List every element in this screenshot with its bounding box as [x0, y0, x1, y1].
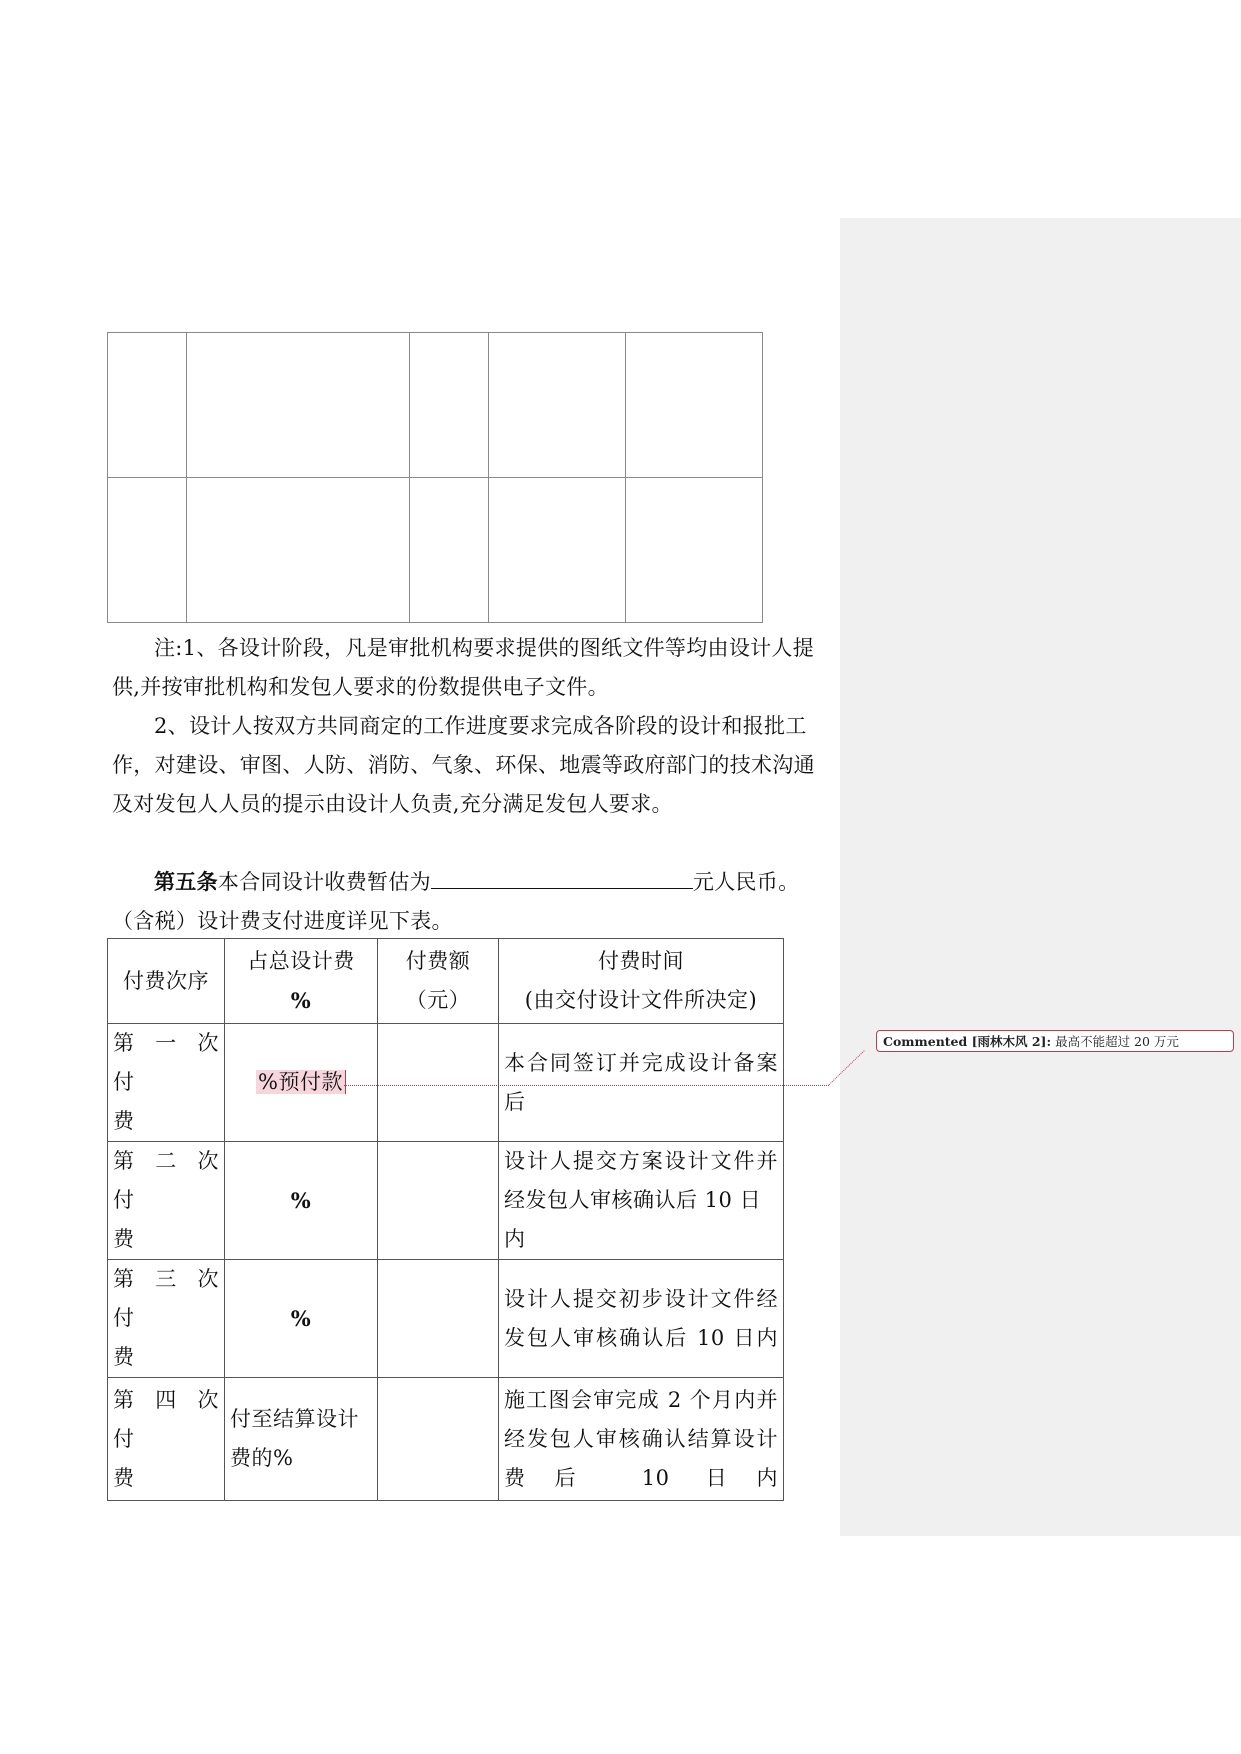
header-percent[interactable]	[225, 939, 378, 1024]
note1-line1: 注:1、各设计阶段，凡是审批机构要求提供的图纸文件等均由设计人提	[154, 636, 815, 660]
note2-line1: 2、设计人按双方共同商定的工作进度要求完成各阶段的设计和报批工	[154, 714, 807, 738]
comment-balloon[interactable]	[876, 1030, 1234, 1052]
row1-time[interactable]	[499, 1024, 784, 1142]
table-cell[interactable]	[626, 478, 763, 623]
row2-order-line2: 费	[113, 1227, 135, 1251]
table-row	[108, 478, 763, 623]
table-cell[interactable]	[187, 478, 410, 623]
comment-text: 最高不能超过 20 万元	[1055, 1034, 1179, 1049]
header-order[interactable]	[108, 939, 225, 1024]
table-header-row	[108, 939, 784, 1024]
comment-author: Commented [雨林木风 2]:	[883, 1034, 1052, 1049]
note1-line2: 供,并按审批机构和发包人要求的份数提供电子文件。	[112, 675, 609, 699]
row2-order[interactable]	[108, 1142, 225, 1260]
row4-order-line2: 费	[113, 1465, 135, 1490]
row3-order-line2: 费	[113, 1345, 135, 1369]
article-text-before: 本合同设计收费暂估为	[217, 870, 431, 894]
comment-connector-line	[344, 1085, 829, 1086]
row1-order-line2: 费	[113, 1109, 135, 1133]
header-amount-line1: 付费额	[405, 949, 471, 973]
note2-line2: 作，对建设、审图、人防、消防、气象、环保、地震等政府部门的技术沟通	[112, 753, 815, 777]
row4-percent-line2: 费的%	[230, 1446, 294, 1470]
table-row	[108, 1024, 784, 1142]
row3-time-line1: 设计人提交初步设计文件经	[504, 1286, 778, 1311]
row4-percent-line1: 付至结算设计	[230, 1407, 359, 1431]
table-cell[interactable]	[410, 333, 489, 478]
article-heading: 第五条	[154, 869, 218, 894]
row3-time-line2: 发包人审核确认后 10 日内	[504, 1325, 778, 1350]
header-time[interactable]	[499, 939, 784, 1024]
fee-blank-field[interactable]	[431, 864, 693, 889]
header-percent-line2: %	[290, 987, 312, 1013]
row1-percent[interactable]	[225, 1024, 378, 1142]
row4-time[interactable]	[499, 1378, 784, 1501]
row4-time-line3: 费后 10 日内	[504, 1465, 778, 1490]
article-line2: （含税）设计费支付进度详见下表。	[112, 909, 453, 933]
row1-amount[interactable]	[378, 1024, 499, 1142]
row2-percent[interactable]	[225, 1142, 378, 1260]
table-cell[interactable]	[187, 333, 410, 478]
row3-order-line1: 第 三 次 付	[113, 1267, 219, 1330]
note-1[interactable]	[112, 629, 828, 707]
table-cell[interactable]	[626, 333, 763, 478]
row4-order-line1: 第 四 次 付	[113, 1387, 219, 1451]
table-cell[interactable]	[108, 478, 187, 623]
article-5[interactable]	[112, 862, 828, 941]
row3-order[interactable]	[108, 1260, 225, 1378]
article-text-after: 元人民币。	[692, 870, 800, 894]
table-row	[108, 333, 763, 478]
row1-time-line2: 后	[504, 1089, 526, 1114]
row4-order[interactable]	[108, 1378, 225, 1501]
row2-amount[interactable]	[378, 1142, 499, 1260]
row1-order[interactable]	[108, 1024, 225, 1142]
header-time-line1: 付费时间	[598, 949, 684, 973]
note2-line3: 及对发包人人员的提示由设计人负责,充分满足发包人要求。	[112, 792, 673, 816]
row4-percent[interactable]	[225, 1378, 378, 1501]
row4-amount[interactable]	[378, 1378, 499, 1501]
header-order-label: 付费次序	[123, 968, 209, 993]
payment-table	[107, 938, 784, 1501]
table-cell[interactable]	[410, 478, 489, 623]
table-row	[108, 1260, 784, 1378]
row2-percent-value: %	[290, 1187, 312, 1213]
header-amount[interactable]	[378, 939, 499, 1024]
header-percent-line1: 占总设计费	[247, 948, 355, 973]
table-cell[interactable]	[489, 333, 626, 478]
row3-percent[interactable]	[225, 1260, 378, 1378]
row1-order-line1: 第 一 次 付	[113, 1031, 219, 1094]
table-cell[interactable]	[108, 333, 187, 478]
row2-order-line1: 第 二 次 付	[113, 1149, 219, 1212]
row4-time-line1: 施工图会审完成 2 个月内并	[504, 1387, 778, 1412]
row2-time-line2: 经发包人审核确认后 10 日内	[504, 1188, 762, 1251]
row3-percent-value: %	[290, 1305, 312, 1331]
row3-time[interactable]	[499, 1260, 784, 1378]
row4-time-line2: 经发包人审核确认结算设计	[504, 1426, 778, 1451]
table-row	[108, 1142, 784, 1260]
top-empty-table	[107, 332, 763, 623]
table-row	[108, 1378, 784, 1501]
row3-amount[interactable]	[378, 1260, 499, 1378]
note-2[interactable]	[112, 707, 828, 824]
header-time-line2: (由交付设计文件所决定)	[524, 988, 758, 1012]
comment-pane	[840, 218, 1241, 1536]
row1-percent-highlight[interactable]: %预付款	[256, 1070, 346, 1094]
table-cell[interactable]	[489, 478, 626, 623]
header-amount-line2: （元）	[405, 988, 471, 1012]
row2-time-line1: 设计人提交方案设计文件并	[504, 1149, 778, 1173]
row1-time-line1: 本合同签订并完成设计备案	[504, 1050, 778, 1075]
row2-time[interactable]	[499, 1142, 784, 1260]
